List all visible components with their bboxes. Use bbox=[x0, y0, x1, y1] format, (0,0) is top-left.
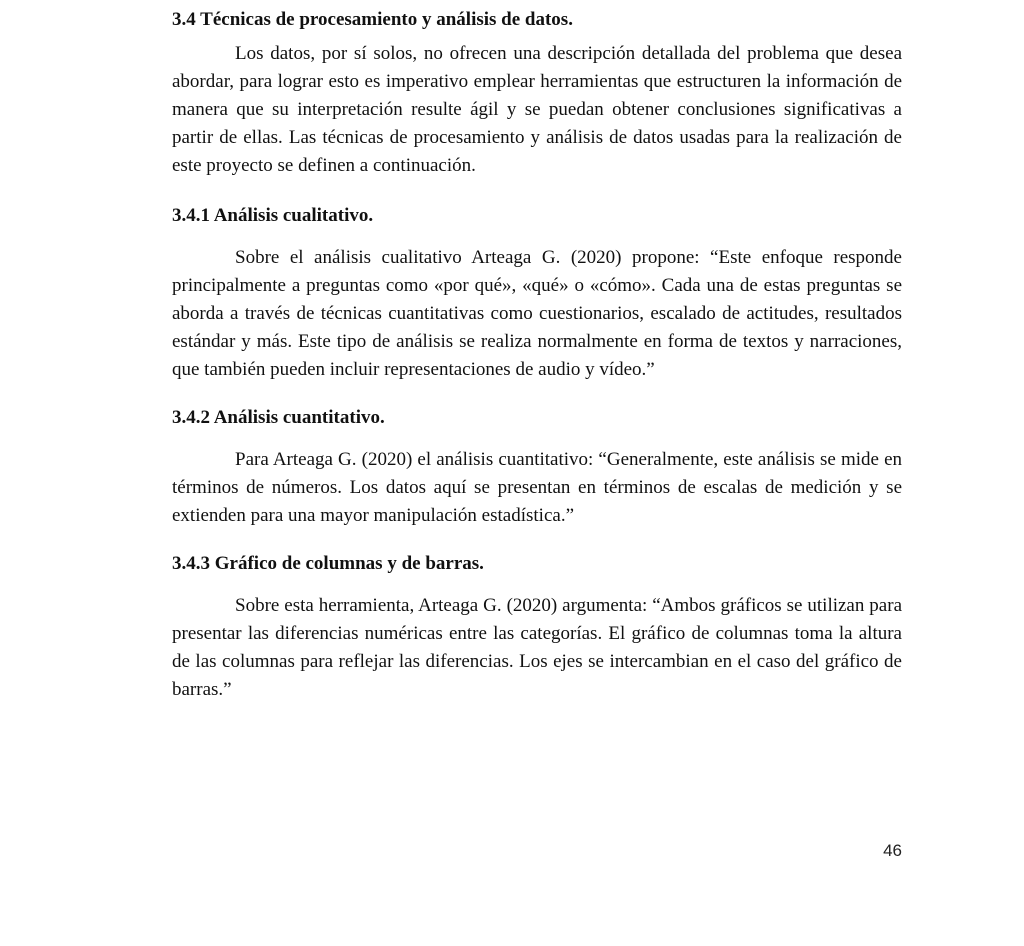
section-paragraph: Los datos, por sí solos, no ofrecen una descripción detallada del problema que desea abordar, para lograr esto es imperativo emplear herramientas que estructuren la información de manera que su interpretación resulte ágil y se puedan obtener conclusiones significativas a partir de ellas. Las técnicas de procesamiento y análisis de datos usadas para la realización de este proyecto se definen a continuación. bbox=[172, 43, 902, 176]
page-number: 46 bbox=[883, 841, 902, 860]
page-content bbox=[172, 6, 902, 704]
section-title: 3.4 Técnicas de procesamiento y análisis de datos. bbox=[172, 9, 573, 30]
subsection-title-analisis-cualitativo: 3.4.1 Análisis cualitativo. bbox=[172, 205, 374, 226]
subsection-title-grafico-columnas-barras: 3.4.3 Gráfico de columnas y de barras. bbox=[172, 553, 484, 574]
subsection-title-analisis-cuantitativo: 3.4.2 Análisis cuantitativo. bbox=[172, 407, 385, 428]
subsection-paragraph-grafico-columnas-barras: Sobre esta herramienta, Arteaga G. (2020) argumenta: “Ambos gráficos se utilizan para presentar las diferencias numéricas entre las categorías. El gráfico de columnas toma la altura de las columnas para reflejar las diferencias. Los ejes se intercambian en el caso del gráfico de barras.” bbox=[172, 595, 902, 700]
subsection-paragraph-analisis-cualitativo: Sobre el análisis cualitativo Arteaga G. (2020) propone: “Este enfoque responde principalmente a preguntas como «por qué», «qué» o «cómo». Cada una de estas preguntas se aborda a través de técnicas cuantitativas como cuestionarios, escalado de actitudes, resultados estándar y más. Este tipo de análisis se realiza normalmente en forma de textos y narraciones, que también pueden incluir representaciones de audio y vídeo.” bbox=[172, 247, 902, 380]
subsection-paragraph-analisis-cuantitativo: Para Arteaga G. (2020) el análisis cuantitativo: “Generalmente, este análisis se mide en términos de números. Los datos aquí se presentan en términos de escalas de medición y se extienden para una mayor manipulación estadística.” bbox=[172, 449, 902, 526]
